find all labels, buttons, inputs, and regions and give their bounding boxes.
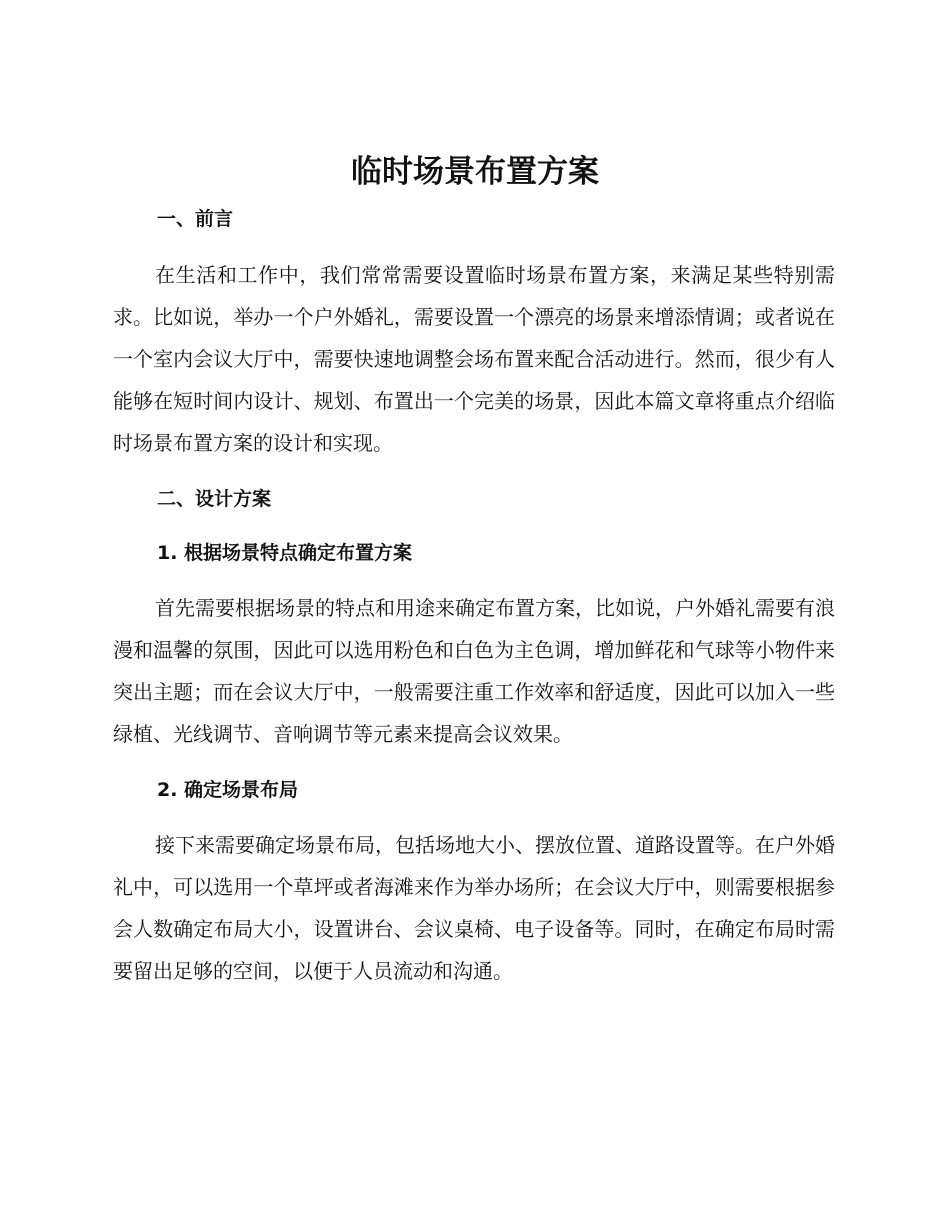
document-title: 临时场景布置方案 <box>351 154 599 190</box>
section-heading-preface: 一、前言 <box>157 208 234 230</box>
subsection-heading-2: 2. 确定场景布局 <box>157 779 299 801</box>
subsection-paragraph-1: 首先需要根据场景的特点和用途来确定布置方案，比如说，户外婚礼需要有浪漫和温馨的氛围，因此可以选用粉色和白色为主色调，增加鲜花和气球等小物件来突出主题；而在会议大厅中，一般需要注重工作效率和舒适度，因此可以加入一些绿植、光线调节、音响调节等元素来提高会议效果。 <box>113 596 835 746</box>
subsection-heading-1: 1. 根据场景特点确定布置方案 <box>157 542 413 564</box>
section-paragraph-preface: 在生活和工作中，我们常常需要设置临时场景布置方案，来满足某些特别需求。比如说，举办一个户外婚礼，需要设置一个漂亮的场景来增添情调；或者说在一个室内会议大厅中，需要快速地调整会场布置来配合活动进行。然而，很少有人能够在短时间内设计、规划、布置出一个完美的场景，因此本篇文章将重点介绍临时场景布置方案的设计和实现。 <box>113 263 835 455</box>
subsection-paragraph-2: 接下来需要确定场景布局，包括场地大小、摆放位置、道路设置等。在户外婚礼中，可以选用一个草坪或者海滩来作为举办场所；在会议大厅中，则需要根据参会人数确定布局大小，设置讲台、会议桌椅、电子设备等。同时，在确定布局时需要留出足够的空间，以便于人员流动和沟通。 <box>113 833 835 983</box>
section-heading-design: 二、设计方案 <box>157 488 272 510</box>
